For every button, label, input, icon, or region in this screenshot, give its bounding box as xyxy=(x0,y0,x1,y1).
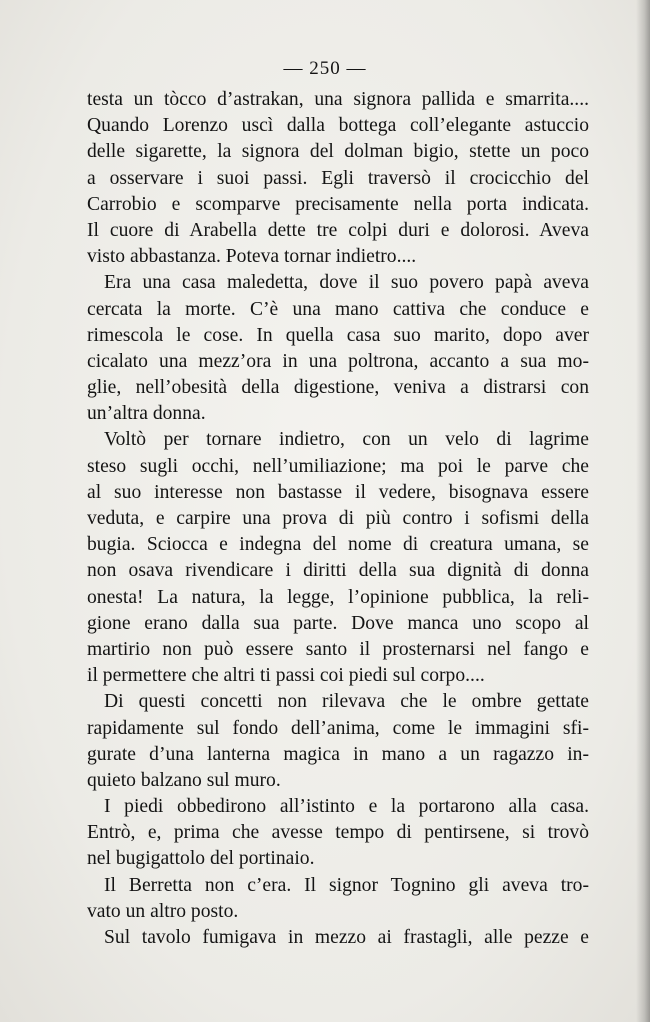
text-line: Sul tavolo fumigava in mezzo ai frastagli, alle pezze e xyxy=(104,927,589,948)
text-line: Era una casa maledetta, dove il suo povero papà aveva xyxy=(104,272,589,294)
text-line: veduta, e carpire una prova di più contro i sofismi della xyxy=(87,508,589,529)
text-line: steso sugli occhi, nell’umiliazione; ma poi le parve che xyxy=(87,455,589,477)
body-text xyxy=(87,87,589,951)
text-line: gione erano dalla sua parte. Dove manca uno scopo al xyxy=(87,612,589,634)
text-line: a osservare i suoi passi. Egli traversò il crocicchio del xyxy=(87,167,589,189)
text-line: delle sigarette, la signora del dolman bigio, stette un poco xyxy=(87,141,589,163)
text-line: quieto balzano sul muro. xyxy=(87,769,281,791)
text-line: glie, nell’obesità della digestione, veniva a distrarsi con xyxy=(87,377,589,399)
text-line: Quando Lorenzo uscì dalla bottega coll’elegante astuccio xyxy=(87,115,589,137)
text-line: rimescola le cose. In quella casa suo marito, dopo aver xyxy=(87,324,589,346)
text-line: cicalato una mezz’ora in una poltrona, accanto a sua mo- xyxy=(87,350,589,372)
text-line: Carrobio e scomparve precisamente nella porta indicata. xyxy=(87,193,589,215)
text-line: non osava rivendicare i diritti della sua dignità di donna xyxy=(87,560,589,582)
text-line: rapidamente sul fondo dell’anima, come le immagini sfi- xyxy=(87,717,589,739)
text-line: il permettere che altri ti passi coi piedi sul corpo.... xyxy=(87,665,485,687)
page-number: — 250 — xyxy=(283,58,367,79)
text-line: martirio non può essere santo il prosternarsi nel fango e xyxy=(87,638,589,660)
text-line: visto abbastanza. Poteva tornar indietro.... xyxy=(87,246,417,268)
text-line: gurate d’una lanterna magica in mano a un ragazzo in- xyxy=(87,743,589,765)
text-line: Di questi concetti non rilevava che le ombre gettate xyxy=(104,691,589,713)
text-line: un’altra donna. xyxy=(87,403,206,425)
text-line: testa un tòcco d’astrakan, una signora pallida e smarrita.... xyxy=(87,89,589,110)
text-line: vato un altro posto. xyxy=(87,900,239,922)
text-line: onesta! La natura, la legge, l’opinione pubblica, la reli- xyxy=(87,586,589,608)
text-line: cercata la morte. C’è una mano cattiva che conduce e xyxy=(87,298,589,320)
text-line: Voltò per tornare indietro, con un velo di lagrime xyxy=(104,429,589,451)
text-line: al suo interesse non bastasse il vedere, bisognava essere xyxy=(87,481,589,503)
text-line: I piedi obbedirono all’istinto e la portarono alla casa. xyxy=(104,796,589,818)
text-line: bugia. Sciocca e indegna del nome di creatura umana, se xyxy=(87,534,589,556)
page-edge-shadow xyxy=(636,0,650,1022)
text-line: Il Berretta non c’era. Il signor Tognino gli aveva tro- xyxy=(104,874,589,896)
text-line: Entrò, e, prima che avesse tempo di pentirsene, si trovò xyxy=(87,822,589,844)
text-line: nel bugigattolo del portinaio. xyxy=(87,848,315,870)
text-line: Il cuore di Arabella dette tre colpi duri e dolorosi. Aveva xyxy=(87,219,589,241)
